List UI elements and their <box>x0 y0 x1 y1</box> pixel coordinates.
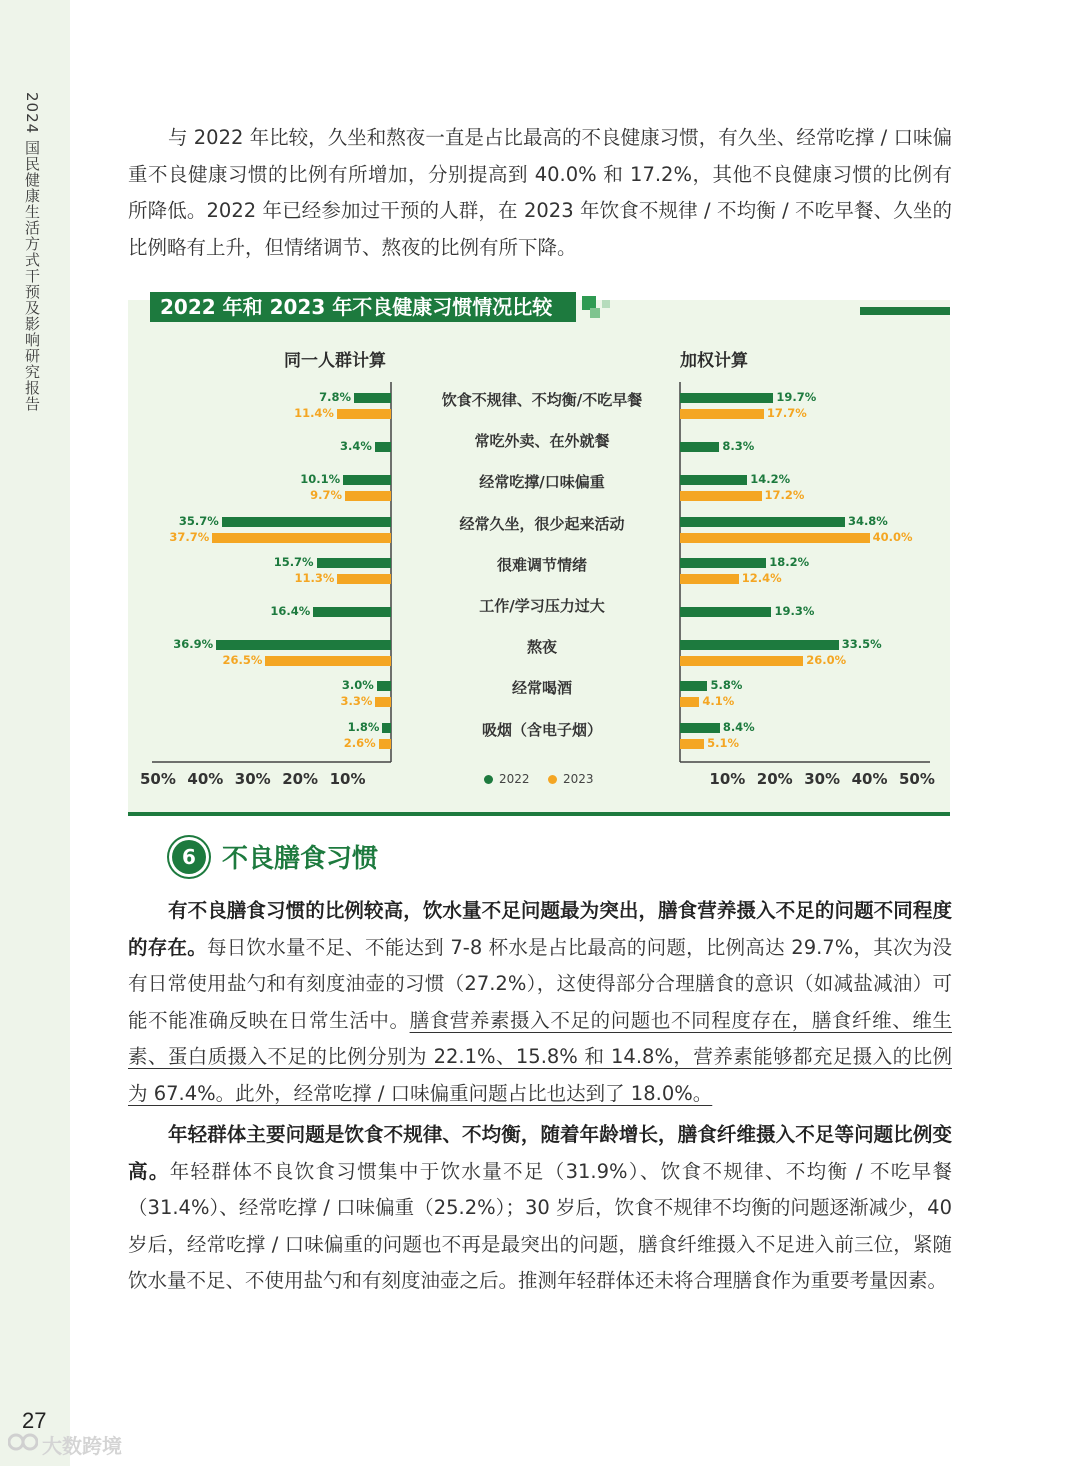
data-label-2022: 14.2% <box>750 472 791 487</box>
x-tick-label-left: 30% <box>234 770 271 788</box>
bar-2023 <box>680 491 762 501</box>
data-label-2023: 40.0% <box>872 529 913 544</box>
bar-2023 <box>265 656 391 666</box>
intro-paragraph: 与 2022 年比较，久坐和熬夜一直是占比最高的不良健康习惯，有久坐、经常吃撑 / 口味偏重不良健康习惯的比例有所增加，分别提高到 40.0% 和 17.2%，其他不良健康习惯的比例有所降低。2022 年已经参加过干预的人群，在 2023 年饮食不规律 / 不均衡 / 不吃早餐、久坐的比例略有上升，但情绪调节、熬夜的比例有所下降。 <box>128 126 952 259</box>
decor-square <box>590 308 600 318</box>
x-tick-label-right: 20% <box>756 770 793 788</box>
x-tick-label-right: 50% <box>899 770 935 788</box>
x-tick-label-right: 30% <box>804 770 841 788</box>
bar-2023 <box>345 491 391 501</box>
category-label: 吸烟（含电子烟） <box>481 720 602 739</box>
left-panel-title: 同一人群计算 <box>284 351 386 371</box>
data-label-2022: 3.4% <box>339 439 372 454</box>
bar-2022 <box>382 723 391 733</box>
data-label-2023: 2.6% <box>343 735 376 750</box>
youth-paragraph-lead: 年轻群体主要问题是饮食不规律、不均衡，随着年龄增长，膳食纤维摄入不足等问题比例变高。 <box>128 1123 952 1183</box>
diet-paragraph-body: 每日饮水量不足、不能达到 7-8 杯水是占比最高的问题，比例高达 29.7%，其次为没有日常使用盐勺和有刻度油壶的习惯（27.2%），这使得部分合理膳食的意识（如减盐减油）可能不能准确反映在日常生活中。 <box>128 935 952 1032</box>
bar-2022 <box>680 475 747 485</box>
data-label-2023: 5.1% <box>707 735 740 750</box>
x-tick-label-right: 40% <box>851 770 888 788</box>
data-label-2023: 11.4% <box>294 406 334 420</box>
diet-paragraph-underlined: 膳食营养素摄入不足的问题也不同程度存在，膳食纤维、维生素、蛋白质摄入不足的比例分别为 22.1%、15.8% 和 14.8%，营养素能够都充足摄入的比例为 67.4%。此外，经常吃撑 / 口味偏重问题占比也达到了 18.0%。 <box>128 1008 952 1105</box>
diet-paragraph-lead: 有不良膳食习惯的比例较高，饮水量不足问题最为突出，膳食营养摄入不足的问题不同程度的存在。 <box>128 899 952 959</box>
data-label-2023: 9.7% <box>310 488 343 503</box>
bar-2022 <box>680 517 845 527</box>
legend-dot-orange-icon <box>548 775 557 784</box>
category-label: 很难调节情绪 <box>496 555 587 574</box>
bar-2022 <box>317 558 391 568</box>
legend-2023 <box>548 772 594 786</box>
bar-2022 <box>680 640 839 650</box>
legend-2022 <box>484 772 530 786</box>
bar-2023 <box>337 574 391 584</box>
x-tick-label-left: 20% <box>282 770 319 788</box>
x-tick-label-right: 10% <box>709 770 746 788</box>
data-label-2022: 19.7% <box>776 390 817 404</box>
bar-2022 <box>377 681 391 691</box>
bar-2023 <box>680 656 803 666</box>
data-label-2022: 8.4% <box>722 719 755 734</box>
data-label-2022: 33.5% <box>841 637 882 652</box>
data-label-2022: 5.8% <box>710 678 743 693</box>
bar-2022 <box>680 607 771 617</box>
data-label-2022: 16.4% <box>270 604 311 618</box>
x-tick-label-left: 10% <box>329 770 366 788</box>
bar-2022 <box>216 640 391 650</box>
youth-paragraph <box>128 1117 952 1300</box>
category-label: 经常喝酒 <box>511 679 572 698</box>
category-label: 饮食不规律、不均衡/不吃早餐 <box>441 391 643 409</box>
watermark-logo-icon <box>8 1431 42 1458</box>
bar-2022 <box>680 442 719 452</box>
bar-2022 <box>222 517 391 527</box>
bar-2022 <box>680 393 773 403</box>
diet-paragraph <box>128 893 952 1112</box>
bar-2022 <box>375 442 391 452</box>
data-label-2022: 7.8% <box>319 390 352 404</box>
bar-2022 <box>680 558 766 568</box>
data-label-2023: 17.7% <box>766 406 807 420</box>
category-label: 经常吃撑/口味偏重 <box>479 473 605 492</box>
data-label-2022: 34.8% <box>847 513 888 528</box>
bar-2023 <box>680 697 699 707</box>
data-label-2022: 10.1% <box>300 472 341 487</box>
data-label-2022: 1.8% <box>347 719 380 734</box>
data-label-2022: 8.3% <box>722 439 755 454</box>
category-label: 常吃外卖、在外就餐 <box>474 432 610 451</box>
bar-2023 <box>379 739 391 749</box>
legend-label-2023: 2023 <box>563 772 594 786</box>
data-label-2023: 4.1% <box>702 694 735 709</box>
data-label-2022: 18.2% <box>769 554 810 569</box>
page-number: 27 <box>22 1408 47 1433</box>
bar-2023 <box>337 409 391 419</box>
bar-2022 <box>343 475 391 485</box>
category-label: 工作/学习压力过大 <box>479 597 605 615</box>
watermark-text: 大数跨境 <box>42 1434 122 1458</box>
bar-2023 <box>212 533 391 543</box>
legend-dot-green-icon <box>484 775 493 784</box>
data-label-2023: 12.4% <box>741 570 782 585</box>
header-rule <box>860 307 950 315</box>
bar-2023 <box>680 574 739 584</box>
bar-2022 <box>680 681 707 691</box>
data-label-2022: 36.9% <box>173 637 214 652</box>
report-title-vertical: 2024 国民健康生活方式干预及影响研究报告 <box>23 92 41 412</box>
right-panel-title: 加权计算 <box>680 351 748 371</box>
section-number-badge: 6 <box>172 840 206 874</box>
bar-2023 <box>680 533 870 543</box>
data-label-2023: 37.7% <box>169 529 210 544</box>
watermark <box>8 1430 122 1459</box>
data-label-2023: 17.2% <box>764 488 805 503</box>
bar-2023 <box>375 697 391 707</box>
category-label: 熬夜 <box>526 638 557 657</box>
data-label-2023: 26.5% <box>222 653 263 668</box>
x-tick-label-left: 40% <box>187 770 224 788</box>
data-label-2022: 35.7% <box>178 513 219 528</box>
category-label: 经常久坐，很少起来活动 <box>459 514 625 533</box>
bar-2023 <box>680 739 704 749</box>
bar-2022 <box>313 607 391 617</box>
data-label-2022: 3.0% <box>341 678 374 693</box>
bar-2023 <box>680 409 764 419</box>
youth-paragraph-body: 年轻群体不良饮食习惯集中于饮水量不足（31.9%）、饮食不规律、不均衡 / 不吃早餐（31.4%）、经常吃撑 / 口味偏重（25.2%）；30 岁后，饮食不规律不均衡的问题逐渐减少，40 岁后，经常吃撑 / 口味偏重的问题也不再是最突出的问题，膳食纤维摄入不足进入前三位，紧随饮水量不足、不使用盐勺和有刻度油壶之后。推测年轻群体还未将合理膳食作为重要考量因素。 <box>128 1159 952 1292</box>
decor-square <box>602 300 610 308</box>
chart-title: 2022 年和 2023 年不良健康习惯情况比较 <box>160 295 553 319</box>
data-label-2022: 19.3% <box>774 604 815 618</box>
data-label-2023: 3.3% <box>340 694 373 709</box>
data-label-2023: 26.0% <box>806 653 847 668</box>
x-tick-label-left: 50% <box>140 770 176 788</box>
data-label-2023: 11.3% <box>294 570 335 585</box>
data-label-2022: 15.7% <box>273 554 314 569</box>
legend-label-2022: 2022 <box>499 772 530 786</box>
bar-2022 <box>354 393 391 403</box>
bar-2022 <box>680 723 720 733</box>
section-title: 不良膳食习惯 <box>222 844 379 874</box>
